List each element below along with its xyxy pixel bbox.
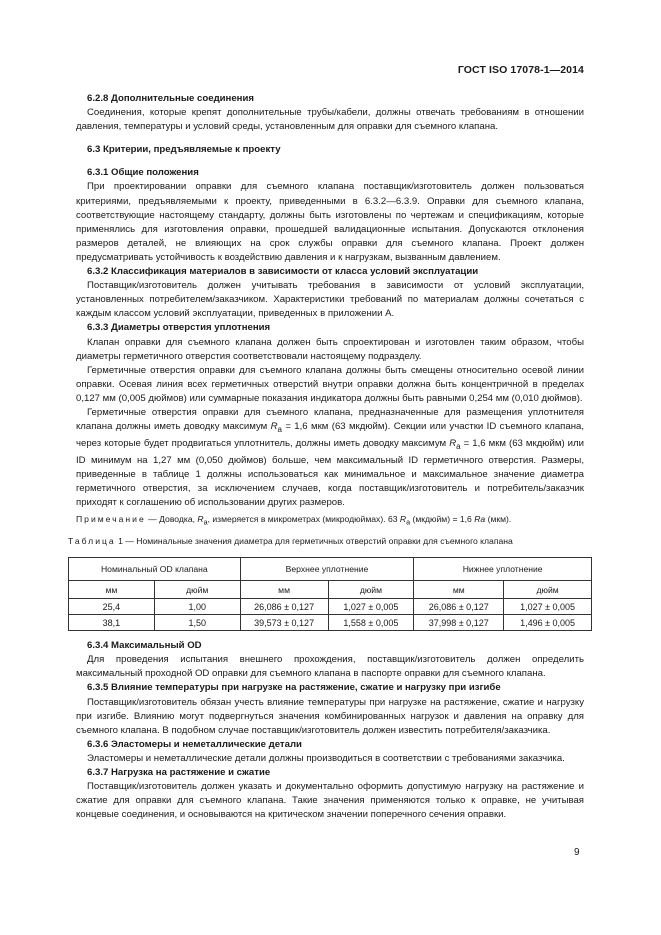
table-cell: 26,086 ± 0,127 (240, 599, 328, 615)
paragraph-part: Герметичные отверстия оправки для съемного клапана, предназначенные для размещения уплотнителя клапана должны иметь доводку максимум (76, 406, 584, 433)
table-unit-header: дюйм (154, 581, 240, 599)
table-cell: 1,496 ± 0,005 (504, 615, 592, 631)
note (76, 513, 584, 530)
table-row (69, 615, 592, 631)
table-cell: 39,573 ± 0,127 (240, 615, 328, 631)
section-6-3-7-title: 6.3.7 Нагрузка на растяжение и сжатие (87, 767, 271, 778)
body-text (68, 92, 585, 822)
section-6-3-4-title: 6.3.4 Максимальный OD (87, 640, 202, 652)
ra-subscript: a (277, 424, 282, 434)
note-part: (мкдюйм) = 1,6 (410, 514, 475, 525)
section-6-3-1-title: 6.3.1 Общие положения (87, 167, 199, 179)
section-6-3-4-paragraph: Для проведения испытания внешнего прохождения, поставщик/изготовитель должен определить максимальный проходной OD оправки для съемного клапана в паспорте оправки для съемного клапана. (76, 654, 584, 680)
section-6-3-5-paragraph: Поставщик/изготовитель обязан учесть влияние температуры при нагрузке на растяжение, сжатие и нагрузку при изгибе. Влиянию могут подвергнуться значения комбинированных нагрузок и давления на оправку для съемного клапана. В подобном случае поставщик/изготовитель должен известить потребителя/заказчика. (76, 696, 584, 736)
table-cell: 1,50 (154, 615, 240, 631)
note-part: (мкм). (485, 514, 512, 525)
section-6-3-3-paragraph-2: Герметичные отверстия оправки для съемного клапана должны быть смещены относительно осевой линии оправки. Осевая линия всех герметичных отверстий внутри оправки должна быть концентричной в пределах 0,127 мм (0,005 дюймов) или суммарные показания индикатора должны быть равными 0,254 мм (0,010 дюймов). (76, 364, 584, 404)
diameter-table (68, 557, 592, 631)
table-row (69, 599, 592, 615)
ra-symbol: R (197, 514, 204, 525)
section-6-3-3-paragraph-3 (76, 406, 584, 510)
table-cell: 1,027 ± 0,005 (328, 599, 414, 615)
section-6-3-3-title: 6.3.3 Диаметры отверстия уплотнения (87, 322, 271, 334)
note-part: , измеряется в микрометрах (микродюймах). 63 (207, 514, 400, 525)
section-6-3-5-title: 6.3.5 Влияние температуры при нагрузке на растяжение, сжатие и нагрузку при изгибе (87, 682, 501, 694)
ra-subscript: a (456, 441, 461, 451)
ra-subscript: a (406, 519, 411, 528)
section-6-3-3-paragraph-1: Клапан оправки для съемного клапана должен быть спроектирован и изготовлен таким образом, чтобы диаметры герметичного отверстия соответствовали настоящему подразделу. (76, 336, 584, 362)
section-6-2-8-title: 6.2.8 Дополнительные соединения (87, 93, 254, 104)
section-6-3-6-paragraph: Эластомеры и неметаллические детали должны производиться в соответствии с требованиями заказчика. (87, 752, 565, 764)
table-group-header-row (69, 558, 592, 581)
table-unit-header: мм (69, 581, 155, 599)
section-6-3-1-paragraph: При проектировании оправки для съемного клапана поставщик/изготовитель должен пользоваться критериями, предъявляемыми к проекту, приведенными в 6.3.2—6.3.9. Оправки для съемного клапана, соответствующие настоящему стандарту, должны быть изготовлены по чертежам и спецификациям, которые применялись для изготовления оправки, прошедшей валидационные испытания. Допускаются отклонения размеров деталей, не влияющих на срок службы оправки для съемного клапана. Проект должен предусматривать устойчивость к воздействию давления и к нагрузкам, вызванным давлением. (76, 181, 584, 263)
table-cell: 1,00 (154, 599, 240, 615)
ra-subscript: a (203, 519, 208, 528)
ra-word: Ra (474, 514, 486, 525)
table-unit-header: дюйм (328, 581, 414, 599)
section-6-3-7-paragraph: Поставщик/изготовитель должен указать и документально оформить допустимую нагрузку на растяжение и сжатие для оправки для съемного клапана. Такие значения применяются только к оправке, не учитывая концевые соединения, и основываются на критическом значении поперечного сечения оправки. (76, 781, 584, 821)
section-6-3-2-title: 6.3.2 Классификация материалов в зависимости от класса условий эксплуатации (87, 266, 479, 278)
table-group-header: Верхнее уплотнение (240, 558, 414, 581)
table-cell: 38,1 (69, 615, 155, 631)
table-unit-header: дюйм (504, 581, 592, 599)
section-6-3-6-title: 6.3.6 Эластомеры и неметаллические детали (87, 738, 302, 750)
table-label: Таблица (68, 536, 116, 547)
table-unit-header: мм (414, 581, 504, 599)
section-6-3-title: 6.3 Критерии, предъявляемые к проекту (87, 144, 281, 156)
table-unit-header: мм (240, 581, 328, 599)
page-number: 9 (574, 847, 580, 858)
table-cell: 37,998 ± 0,127 (414, 615, 504, 631)
table-cell: 1,027 ± 0,005 (504, 599, 592, 615)
note-label: Примечание (76, 514, 146, 525)
standard-header: ГОСТ ISO 17078-1—2014 (457, 64, 584, 76)
paragraph-part: = 1,6 мкм (63 мкдюйм) или ID минимум на 1,27 мм (0,050 дюймов) больше, чем максимальный ID герметичного отверстия. Размеры, приведенные в таблице 1 должны использоваться как минимальное и максимальное значение диаметра герметичного отверстия, за исключением случаев, когда поставщик/изготовитель и потребитель/заказчик приходят к соглашению об использовании других размеров. (76, 438, 584, 509)
table-group-header: Номинальный OD клапана (69, 558, 241, 581)
paragraph-part: = 1,6 мкм (63 мкдюйм). Секции или участки ID съемного клапана, через которые будет продвигаться уплотнитель, должны иметь доводку максимум (76, 421, 585, 450)
table-unit-header-row (69, 581, 592, 599)
table-cell: 1,558 ± 0,005 (328, 615, 414, 631)
ra-symbol: R (449, 438, 457, 450)
table-caption-text: 1 — Номинальные значения диаметра для герметичных отверстий оправки для съемного клапана (115, 536, 513, 547)
table-cell: 25,4 (69, 599, 155, 615)
note-part: — Доводка, (145, 514, 198, 525)
section-6-2-8-paragraph: Соединения, которые крепят дополнительные трубы/кабели, должны отвечать требованиям в отношении давления, температуры и условий среды, установленным для оправки для съемного клапана. (76, 107, 584, 133)
table-cell: 26,086 ± 0,127 (414, 599, 504, 615)
table-group-header: Нижнее уплотнение (414, 558, 592, 581)
section-6-3-2-paragraph: Поставщик/изготовитель должен учитывать требования в зависимости от условий эксплуатации, установленных потребителем/заказчиком. Характеристики требований по материалам должны сочетаться с каждым классом условий эксплуатации, приведенных в приложении А. (76, 280, 584, 320)
ra-symbol: R (270, 421, 278, 433)
table-caption (68, 535, 584, 548)
ra-symbol: R (399, 514, 407, 525)
